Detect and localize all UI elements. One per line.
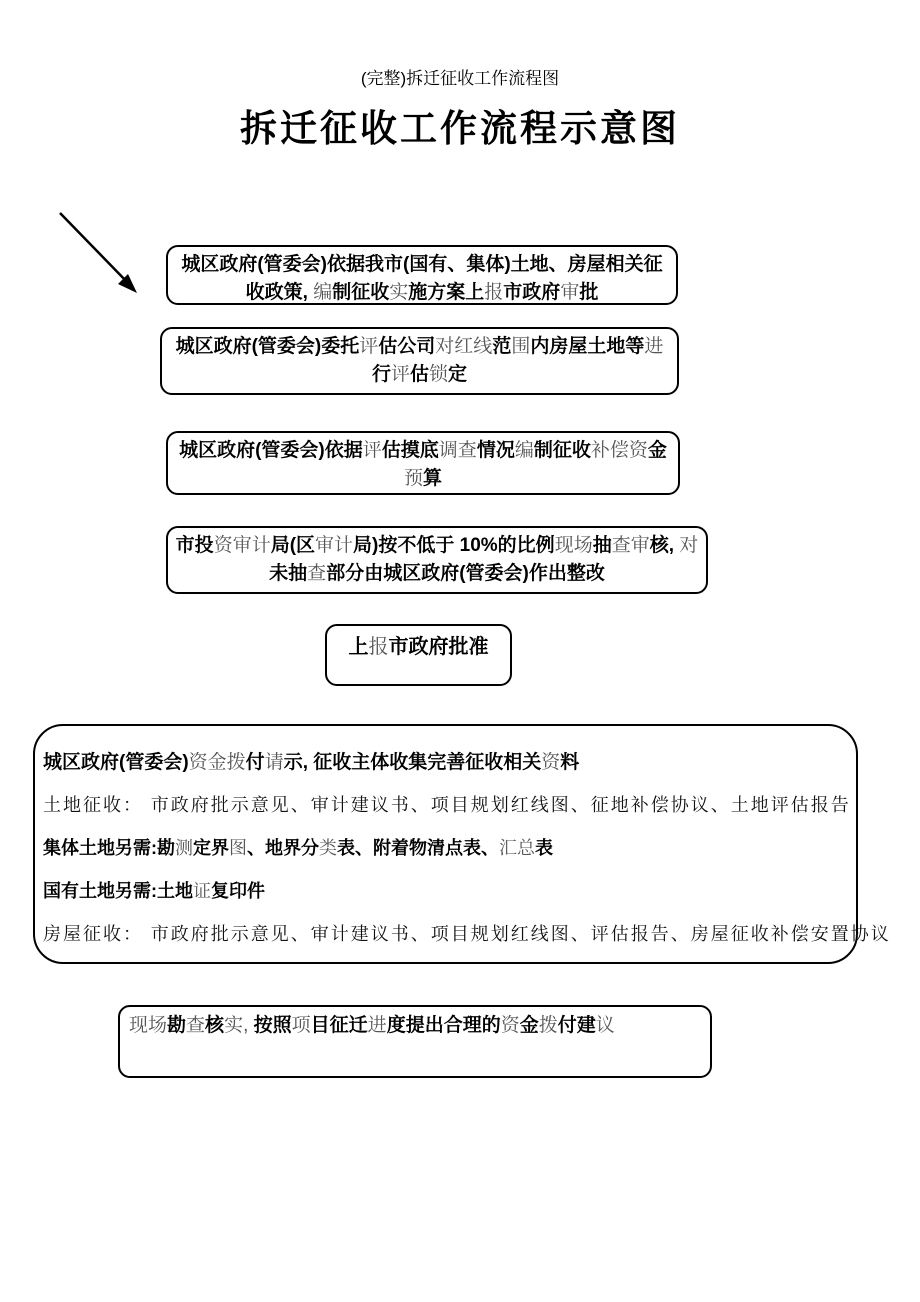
flow-step-assessment-lock: 城区政府(管委会)委托评估公司对红线范围内房屋土地等进行评估锁定 [160,327,679,395]
diagonal-down-right-arrow-icon [50,205,150,310]
flow-step-report-for-approval: 上报市政府批准 [325,624,512,686]
flow-step-audit-spotcheck: 市投资审计局(区审计局)按不低于 10%的比例现场抽查审核, 对未抽查部分由城区政府(管委会)作出整改 [166,526,708,594]
flow-step-budget-compile: 城区政府(管委会)依据评估摸底调查情况编制征收补偿资金预算 [166,431,680,495]
requirement-line-house-acquisition: 房屋征收： 市政府批示意见、审计建议书、项目规划红线图、评估报告、房屋征收补偿安置协议 [43,924,891,945]
flow-step-plan-approval: 城区政府(管委会)依据我市(国有、集体)土地、房屋相关征收政策, 编制征收实施方案上报市政府审批 [166,245,678,305]
funding-request-header: 城区政府(管委会)资金拨付请示, 征收主体收集完善征收相关资料 [43,752,580,773]
requirement-line-collective-land: 集体土地另需:勘测定界图、地界分类表、附着物清点表、汇总表 [43,838,553,858]
requirement-line-land-acquisition: 土地征收： 市政府批示意见、审计建议书、项目规划红线图、征地补偿协议、土地评估报告 [43,795,851,816]
flow-step-site-verification: 现场勘查核实, 按照项目征迁进度提出合理的资金拨付建议 [118,1005,712,1078]
requirement-line-state-owned-land: 国有土地另需:土地证复印件 [43,881,265,901]
document-header: (完整)拆迁征收工作流程图 [360,69,560,88]
page-title: 拆迁征收工作流程示意图 [240,108,680,149]
funding-request-materials-box [33,724,891,964]
